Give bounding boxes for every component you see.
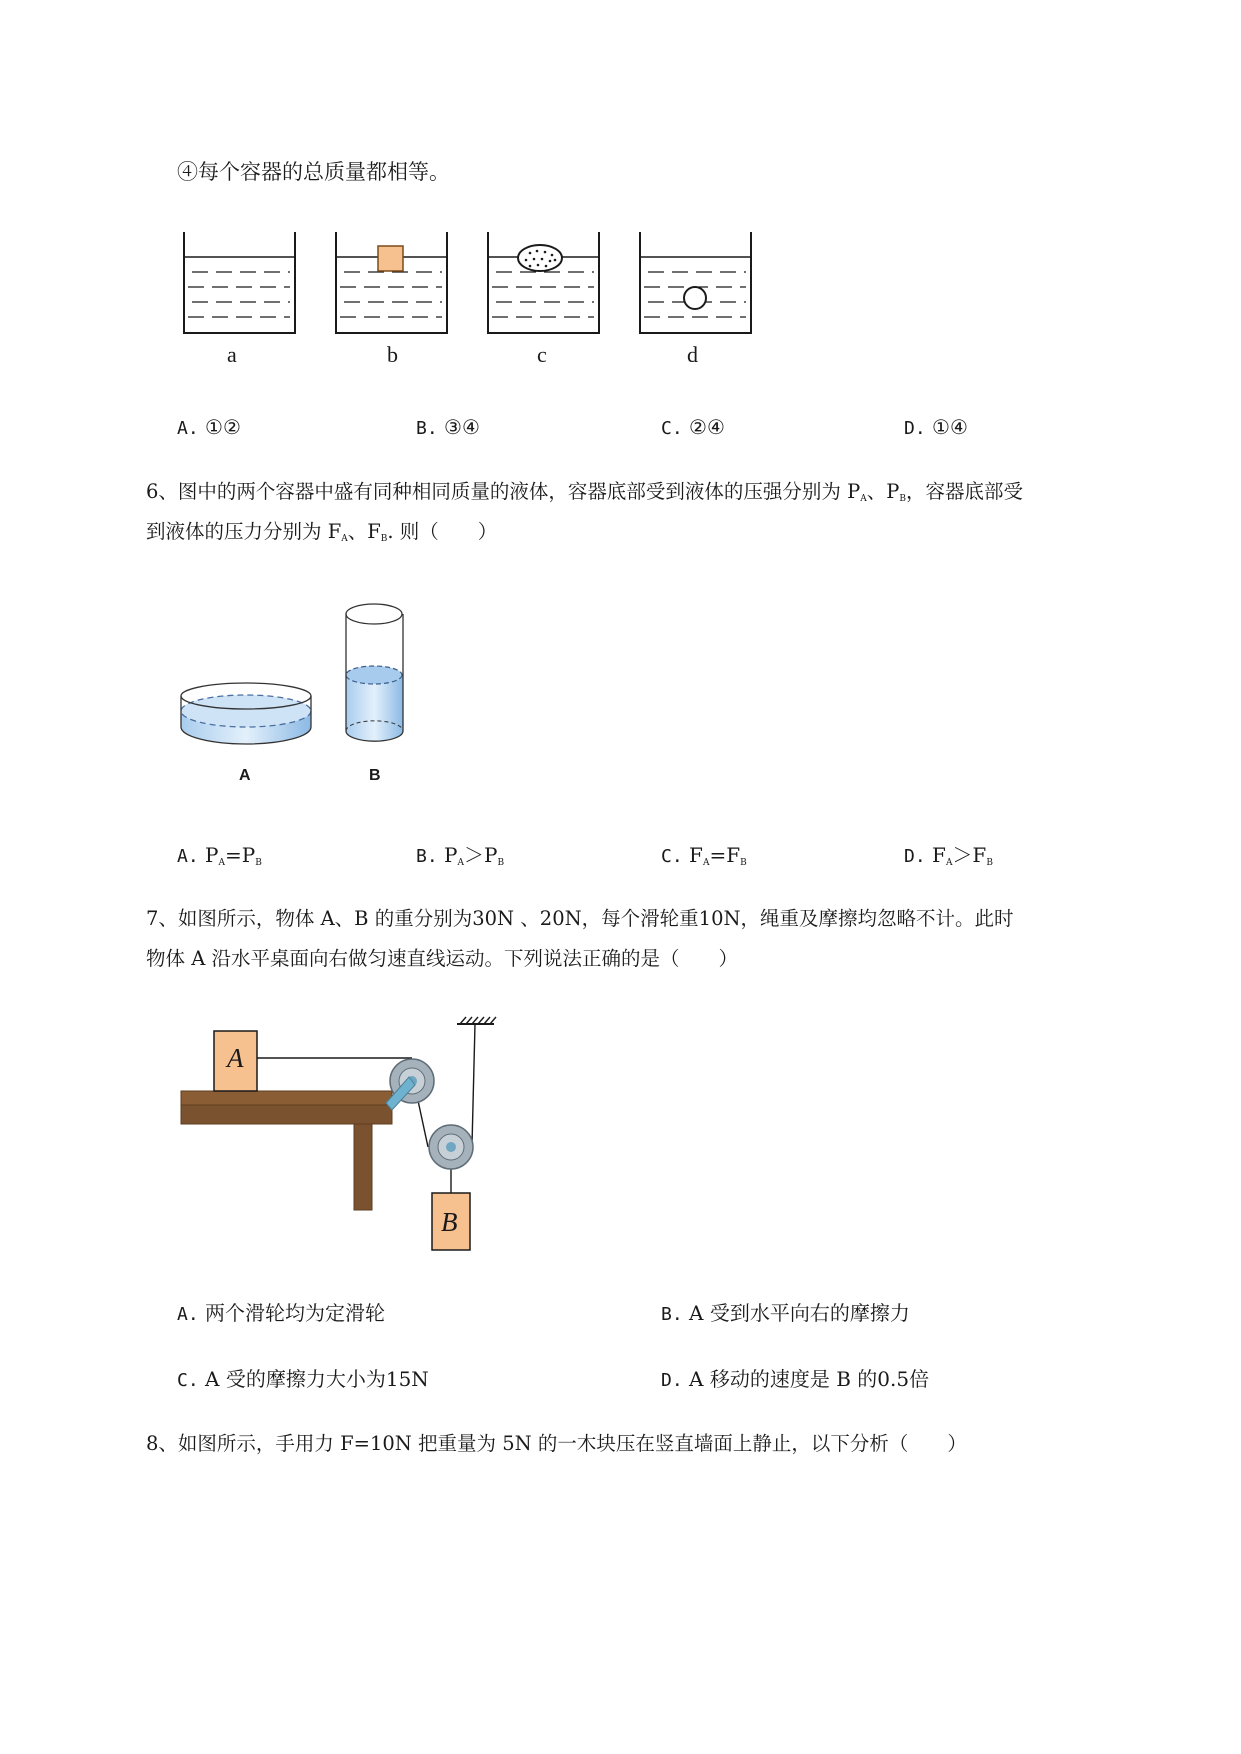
container-label-a: A bbox=[239, 767, 251, 784]
q5-option-d[interactable]: D. ①④ bbox=[904, 415, 968, 439]
q6-option-b[interactable]: B. $P_A>P_B$ bbox=[416, 843, 505, 868]
figure-label-a: a bbox=[227, 342, 237, 367]
q5-option-a[interactable]: A. ①② bbox=[177, 415, 241, 439]
q5-option-c[interactable]: C. ②④ bbox=[661, 415, 725, 439]
q7-option-b[interactable]: B. A 受到水平向右的摩擦力 bbox=[661, 1301, 910, 1325]
block-b-label: B bbox=[441, 1207, 458, 1237]
container-label-b: B bbox=[369, 767, 381, 784]
block-a-label: A bbox=[227, 1043, 244, 1073]
q6-option-c[interactable]: C. $F_A=F_B$ bbox=[661, 843, 747, 868]
q6-stem-line2: 到液体的压力分别为 $F_A$、$F_B$. 则（ ） bbox=[146, 520, 498, 544]
q6-stem-line1: 6、图中的两个容器中盛有同种相同质量的液体，容器底部受到液体的压强分别为 $P_A$、$P_B$，容器底部受 bbox=[146, 480, 1023, 504]
q7-option-a[interactable]: A. 两个滑轮均为定滑轮 bbox=[177, 1301, 386, 1325]
statement-4: ④每个容器的总质量都相等。 bbox=[177, 160, 450, 184]
figure-label-b: b bbox=[387, 342, 398, 367]
q5-option-b[interactable]: B. ③④ bbox=[416, 415, 480, 439]
q6-option-a[interactable]: A. $P_A=P_B$ bbox=[177, 843, 262, 868]
q6-option-d[interactable]: D. $F_A>F_B$ bbox=[904, 843, 993, 868]
q8-stem-line1: 8、如图所示，手用力 F=10N 把重量为 5N 的一木块压在竖直墙面上静止，以下分析（ ） bbox=[146, 1432, 967, 1455]
q7-option-d[interactable]: D. A 移动的速度是 B 的0.5倍 bbox=[661, 1367, 930, 1391]
q7-stem-line1: 7、如图所示，物体 A、B 的重分别为30N 、20N，每个滑轮重10N，绳重及摩擦均忽略不计。此时 bbox=[146, 907, 1014, 930]
q7-option-c[interactable]: C. A 受的摩擦力大小为15N bbox=[177, 1367, 429, 1391]
figure-label-d: d bbox=[687, 342, 698, 367]
q7-stem-line2: 物体 A 沿水平桌面向右做匀速直线运动。下列说法正确的是（ ） bbox=[146, 947, 738, 970]
figure-label-c: c bbox=[537, 342, 547, 367]
